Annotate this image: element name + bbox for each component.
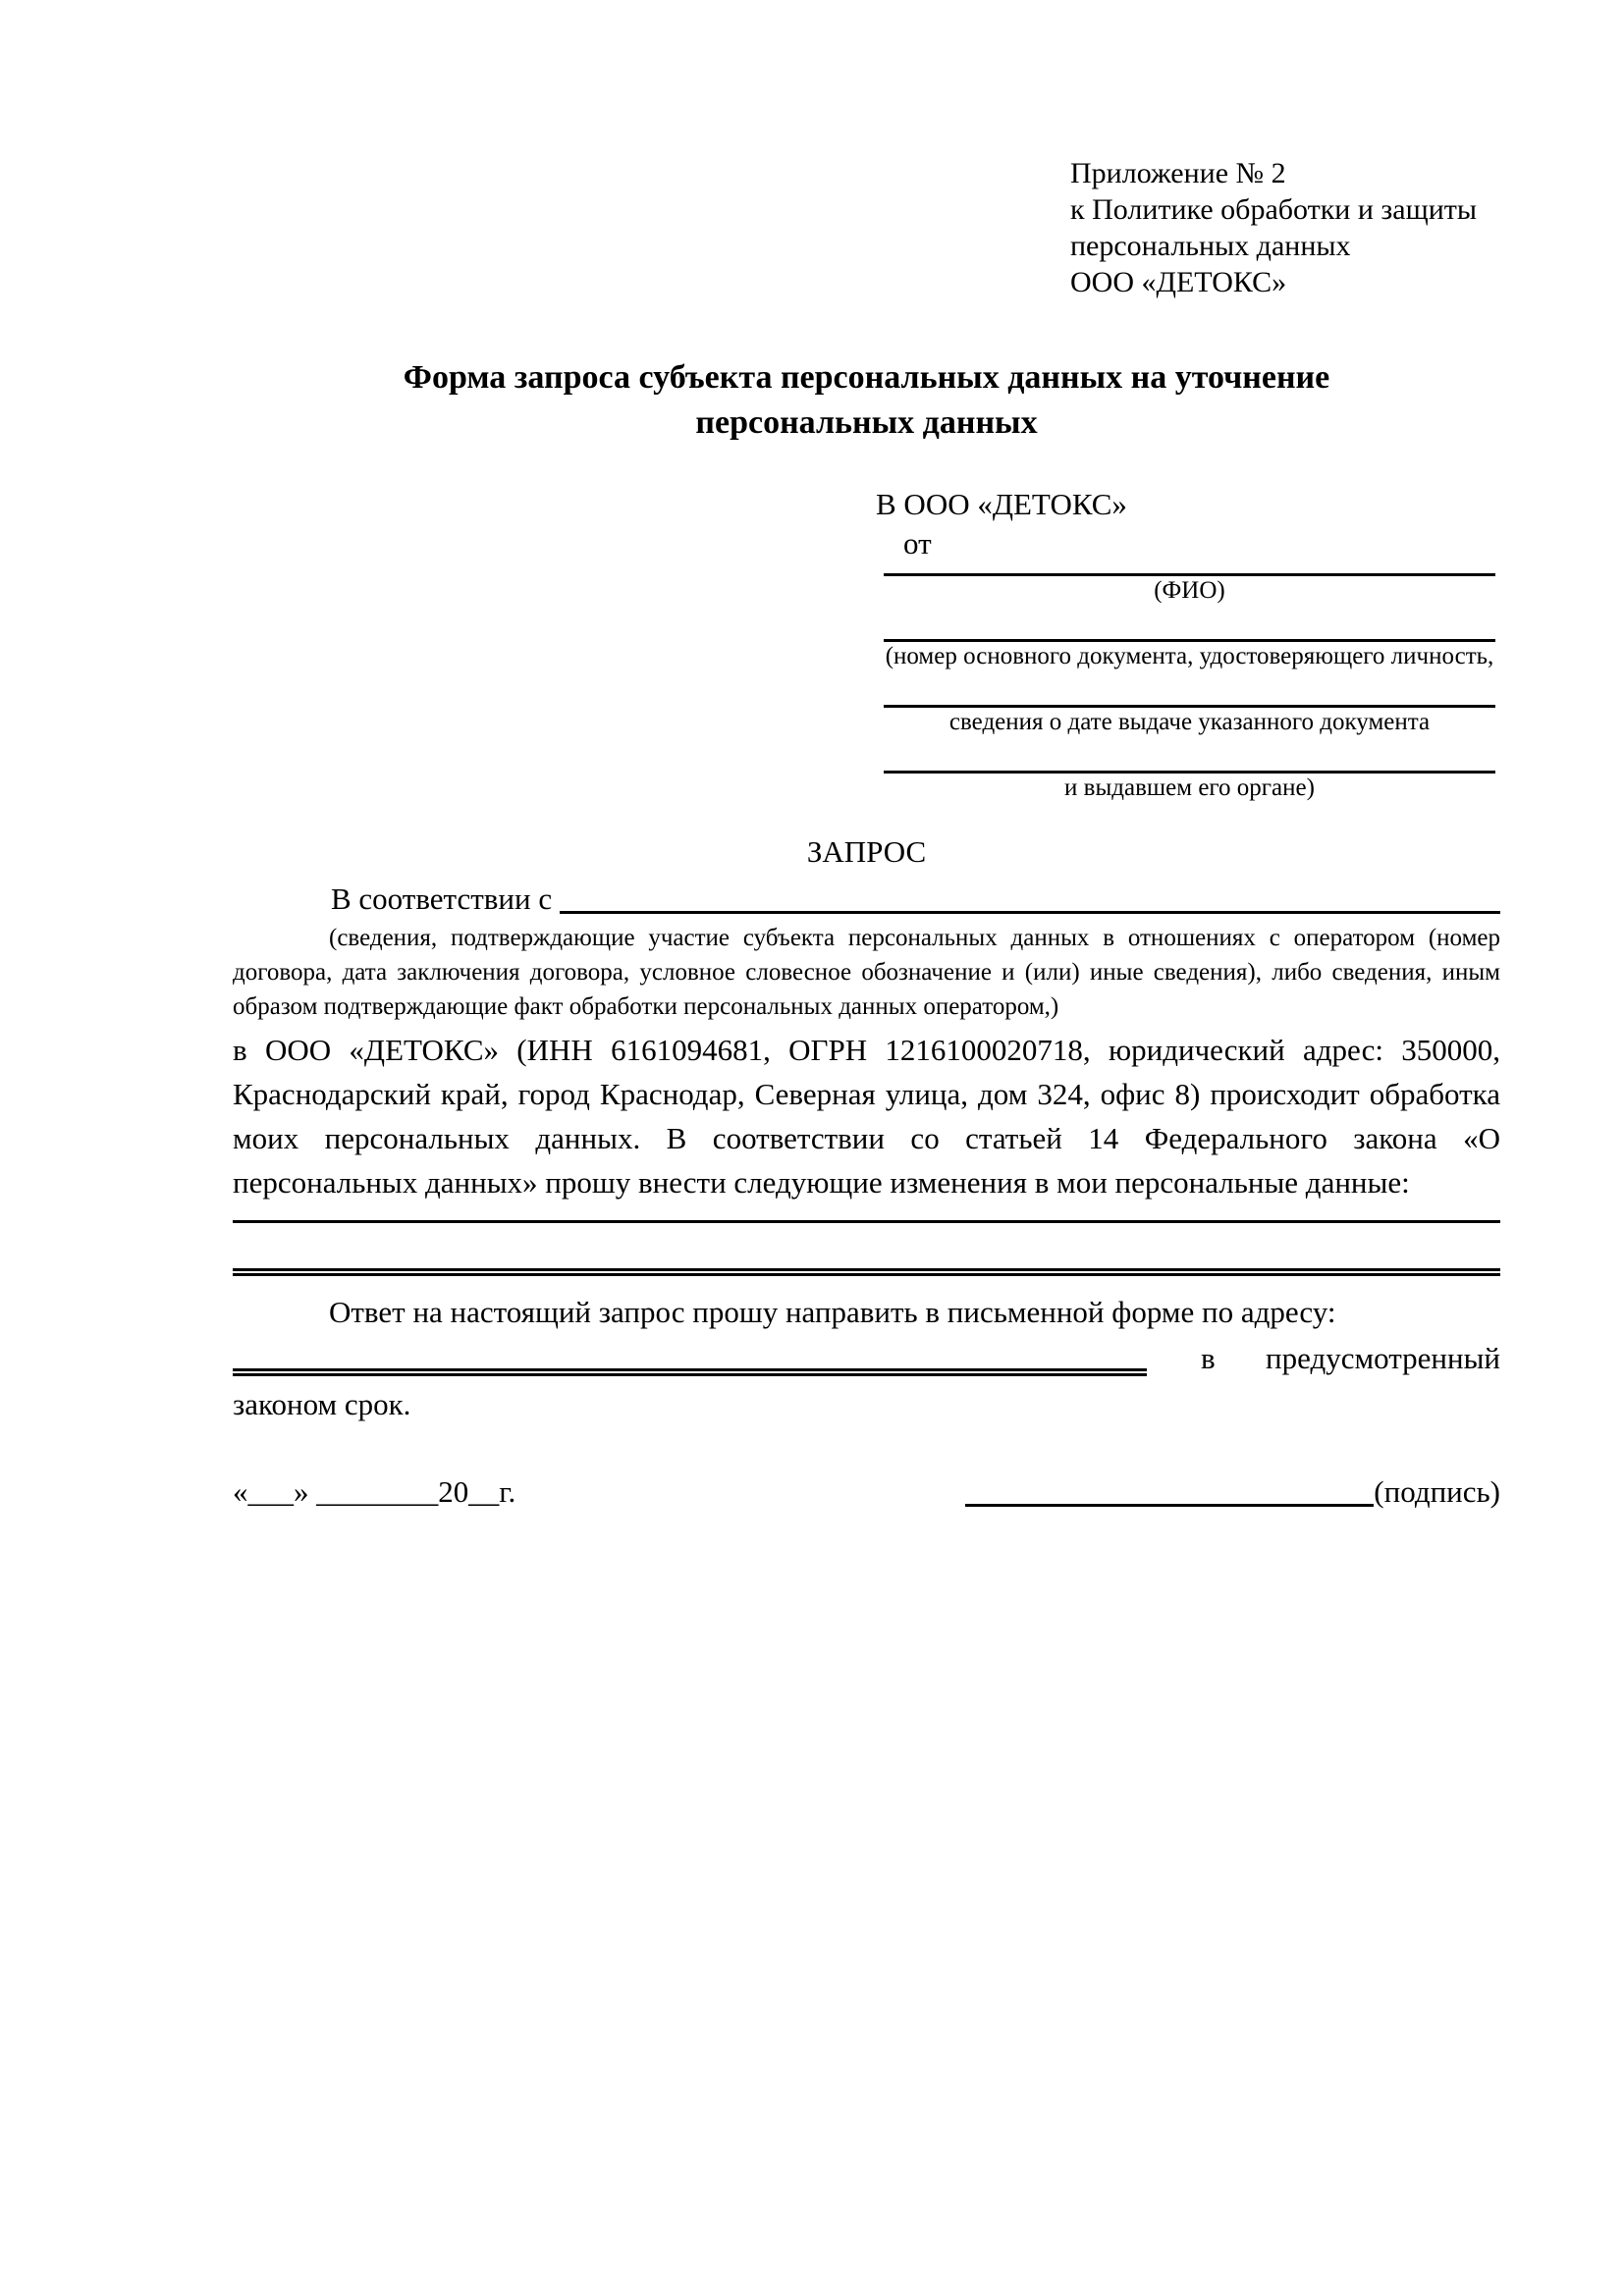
request-heading: ЗАПРОС: [806, 834, 927, 869]
reply-tail-word-1: в: [1201, 1341, 1216, 1375]
basis-footnote: (сведения, подтверждающие участие субъекта персональных данных в отношениях с оператором (номер договора, дата заключения договора, условное словесное обозначение и (или) иные сведения), либо сведения, иным образом подтверждающие факт обработки персональных данных оператором,): [233, 925, 1500, 1020]
appendix-line: ООО «ДЕТОКС»: [1070, 266, 1287, 298]
signature-group: [965, 1471, 1500, 1513]
address-row: [233, 1336, 1500, 1380]
appendix-line: к Политике обработки и защиты: [1070, 193, 1478, 226]
changes-input-line-1[interactable]: [233, 1220, 1500, 1223]
appendix-block: [1070, 155, 1500, 300]
fio-field: [884, 563, 1495, 606]
issuing-authority-caption: и выдавшем его органе): [1064, 774, 1315, 801]
basis-input-line[interactable]: [560, 880, 1500, 914]
changes-input-line-2[interactable]: [233, 1268, 1500, 1276]
document-title: Форма запроса субъекта персональных данных на уточнение персональных данных: [403, 359, 1330, 441]
basis-label: В соответствии с: [331, 881, 553, 916]
issuing-authority-field: [884, 737, 1495, 803]
signature-input-line[interactable]: [965, 1504, 1374, 1507]
basis-row: [233, 880, 1500, 919]
document-number-caption: (номер основного документа, удостоверяющего личность,: [885, 643, 1494, 669]
fio-input-line[interactable]: [884, 563, 1495, 576]
request-body: в ООО «ДЕТОКС» (ИНН 6161094681, ОГРН 1216100020718, юридический адрес: 350000, Краснодарский край, город Краснодар, Северная улица, дом 324, офис 8) происходит обработка моих персональных данных. В соответствии со статьей 14 Федерального закона «О персональных данных» прошу внести следующие изменения в мои персональные данные:: [233, 1033, 1500, 1200]
recipient-from-label: от: [903, 526, 932, 561]
issue-date-input-line[interactable]: [884, 671, 1495, 708]
reply-tail-word-2: предусмотренный: [1266, 1341, 1500, 1375]
reply-end: законом срок.: [233, 1387, 411, 1421]
issue-date-field: [884, 671, 1495, 737]
document-number-input-line[interactable]: [884, 606, 1495, 642]
address-input-line[interactable]: [233, 1368, 1147, 1376]
appendix-line: персональных данных: [1070, 230, 1351, 262]
document-number-field: [884, 606, 1495, 671]
reply-intro: Ответ на настоящий запрос прошу направить в письменной форме по адресу:: [329, 1295, 1336, 1329]
appendix-line: Приложение № 2: [1070, 157, 1286, 189]
signoff-row: [233, 1471, 1500, 1513]
recipient-block: [876, 485, 1500, 803]
recipient-organization: В ООО «ДЕТОКС»: [876, 487, 1127, 521]
date-blank[interactable]: «___» ________20__г.: [233, 1474, 516, 1509]
issuing-authority-input-line[interactable]: [884, 737, 1495, 774]
signature-caption: (подпись): [1374, 1474, 1500, 1509]
issue-date-caption: сведения о дате выдаче указанного документа: [948, 709, 1431, 735]
fio-caption: (ФИО): [1154, 577, 1225, 604]
